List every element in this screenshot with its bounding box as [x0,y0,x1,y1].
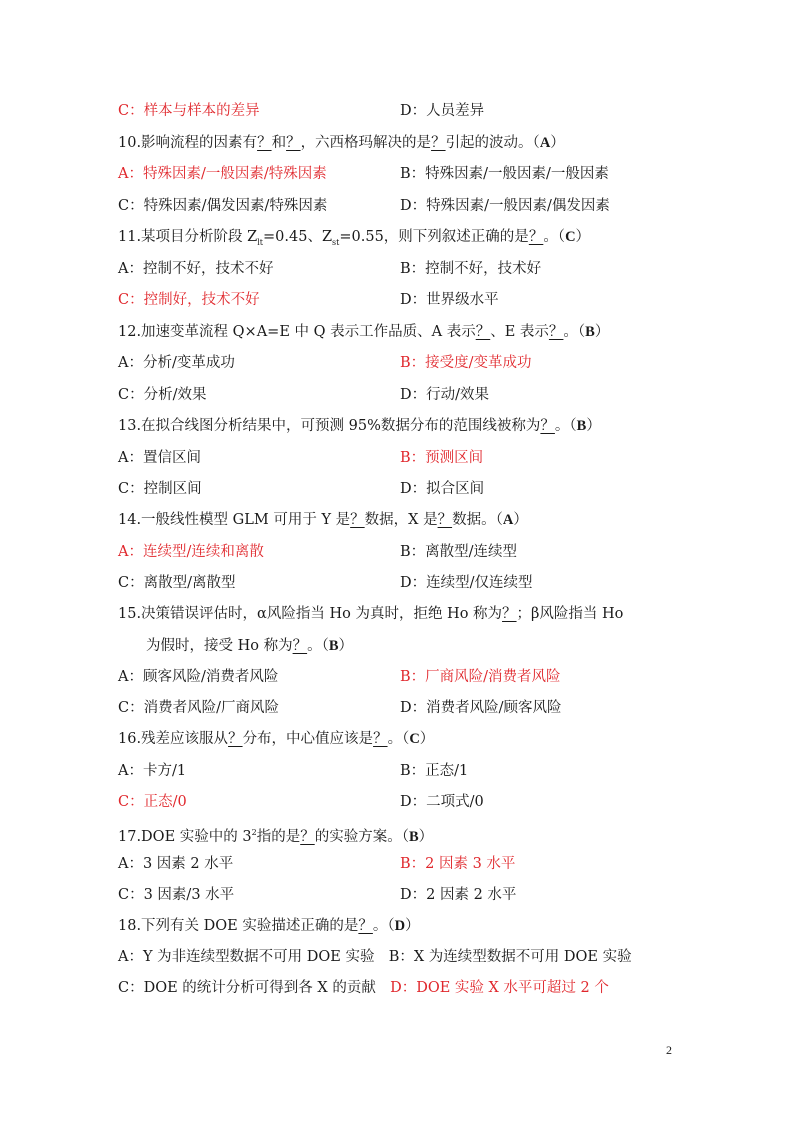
q18-close: ） [405,918,420,934]
q14-mid: 数据，X 是 [364,512,438,528]
q15-line1-prefix: 15.决策错误评估时，α风险指当 Ho 为真时，拒绝 Ho 称为 [118,606,503,622]
q15-close: ） [338,638,354,654]
q9-option-d: D：人员差异 [400,103,485,119]
q17-option-b: B：2 因素 3 水平 [400,856,516,872]
q11-subscript-st: st [332,237,340,247]
q11-prefix: 11.某项目分析阶段 Z [118,229,258,245]
q18-prefix: 18.下列有关 DOE 实验描述正确的是 [118,918,359,934]
q15-blank-1: ？ [502,606,517,622]
q16-blank-2: ？ [373,731,388,747]
q13-answer: B [576,418,587,434]
q18-blank: ？ [358,918,373,934]
q18-option-d: D：DOE 实验 X 水平可超过 2 个 [390,980,609,996]
q16-option-d: D：二项式/0 [400,794,484,810]
q16-option-c: C：正态/0 [118,794,187,810]
q13-option-a: A：置信区间 [118,450,201,466]
q11-subscript-lt: lt [257,237,264,247]
q14-option-a: A：连续型/连续和离散 [118,544,264,560]
q10-option-a: A：特殊因素/一般因素/特殊因素 [118,166,327,182]
q17-suffix: 的实验方案。（ [314,828,409,845]
q11-question [118,227,590,253]
q11-option-c: C：控制好，技术不好 [118,292,260,308]
q12-option-b: B：接受度/变革成功 [400,355,532,371]
q11-option-a: A：控制不好，技术不好 [118,261,274,277]
q18-suffix: 。（ [372,918,395,934]
q11-option-d: D：世界级水平 [400,292,499,308]
q16-close: ） [419,731,435,747]
q14-option-b: B：离散型/连续型 [400,544,518,560]
q16-prefix: 16.残差应该服从 [118,731,229,747]
q12-close: ） [594,324,610,340]
q16-blank-1: ？ [228,731,243,747]
q14-question [118,510,528,530]
q15-question-line-1 [118,604,623,624]
q10-blank-2: ？ [286,135,301,151]
q15-line2-prefix: 为假时，接受 Ho 称为 [146,638,293,654]
q10-option-b: B：特殊因素/一般因素/一般因素 [400,166,609,182]
q16-option-b: B：正态/1 [400,763,469,779]
q14-blank-2: ？ [437,512,453,528]
q13-blank: ？ [540,418,555,434]
q11-suffix: 。（ [543,229,566,245]
q12-option-a: A：分析/变革成功 [118,355,235,371]
q18-option-a: A：Y 为非连续型数据不可用 DOE 实验 [118,949,375,965]
q12-question [118,322,609,342]
q16-option-a: A：卡方/1 [118,763,187,779]
q17-prefix: 17.DOE 实验中的 3 [118,828,252,845]
q15-blank-2: ？ [292,638,308,654]
q17-answer: B [408,828,419,845]
q10-mid-1: 和 [271,135,287,151]
q12-answer: B [585,324,595,340]
q17-close: ） [418,828,434,845]
q17-option-c: C：3 因素/3 水平 [118,887,235,903]
q17-mid: 指的是 [256,828,301,845]
q17-blank: ？ [300,828,315,845]
q16-suffix: 。（ [387,731,410,747]
q11-blank: ？ [528,229,544,245]
q13-close: ） [586,418,601,434]
q15-question-line-2 [146,636,353,656]
q17-option-a: A：3 因素 2 水平 [118,856,234,872]
q11-close: ） [575,229,591,245]
q11-answer: C [565,229,576,245]
q10-blank-1: ？ [257,135,272,151]
q11-mid-2: =0.55，则下列叙述正确的是 [339,229,529,245]
q11-mid-1: =0.45、Z [263,229,333,245]
q14-answer: A [502,512,514,528]
q13-option-b: B：预测区间 [400,450,484,466]
q15-option-c: C：消费者风险/厂商风险 [118,700,279,716]
q18-answer: D [394,918,406,934]
q10-option-c: C：特殊因素/偶发因素/特殊因素 [118,198,328,214]
q10-answer: A [539,135,551,151]
q10-close: ） [550,135,565,151]
page-number: 2 [666,1043,672,1057]
q13-suffix: 。（ [554,418,577,434]
q12-prefix: 12.加速变革流程 Q×A=E 中 Q 表示工作品质、A 表示 [118,324,476,340]
q16-question [118,729,434,749]
q12-option-c: C：分析/效果 [118,387,207,403]
q17-superscript: 2 [251,828,257,837]
q16-answer: C [409,731,420,747]
q15-option-d: D：消费者风险/顾客风险 [400,700,562,716]
q16-mid: 分布，中心值应该是 [242,731,374,747]
q10-prefix: 10.影响流程的因素有 [118,135,258,151]
q9-option-c: C：样本与样本的差异 [118,103,260,119]
q12-option-d: D：行动/效果 [400,387,490,403]
q10-question [118,133,565,153]
q18-options-row-2 [118,978,609,998]
q18-option-c: C：DOE 的统计分析可得到各 X 的贡献 [118,980,376,996]
q14-blank-1: ？ [350,512,365,528]
q12-mid: 、E 表示 [490,324,549,340]
q13-question [118,416,601,436]
q15-suffix: 。（ [307,638,329,654]
q13-option-c: C：控制区间 [118,481,202,497]
q14-close: ） [513,512,528,528]
q10-blank-3: ？ [431,135,446,151]
q15-answer: B [328,638,339,654]
q18-question [118,916,420,936]
q14-option-c: C：离散型/离散型 [118,575,236,591]
q10-mid-2: ，六西格玛解决的是 [300,135,432,151]
q15-option-b: B：厂商风险/消费者风险 [400,669,561,685]
q10-option-d: D：特殊因素/一般因素/偶发因素 [400,198,610,214]
q17-option-d: D：2 因素 2 水平 [400,887,517,903]
q17-question [118,823,433,847]
q10-suffix: 引起的波动。（ [445,135,540,151]
q14-suffix: 数据。（ [452,512,503,528]
q18-options-row-1 [118,947,632,967]
q13-option-d: D：拟合区间 [400,481,485,497]
q13-prefix: 13.在拟合线图分析结果中，可预测 95%数据分布的范围线被称为 [118,418,541,434]
q12-suffix: 。（ [563,324,586,340]
q12-blank-1: ？ [475,324,491,340]
q15-line1-suffix: ；β风险指当 Ho [516,606,624,622]
q12-blank-2: ？ [548,324,564,340]
q14-option-d: D：连续型/仅连续型 [400,575,533,591]
q18-option-b: B：X 为连续型数据不可用 DOE 实验 [388,949,632,965]
q15-option-a: A：顾客风险/消费者风险 [118,669,279,685]
q14-prefix: 14.一般线性模型 GLM 可用于 Y 是 [118,512,351,528]
q11-option-b: B：控制不好，技术好 [400,261,542,277]
